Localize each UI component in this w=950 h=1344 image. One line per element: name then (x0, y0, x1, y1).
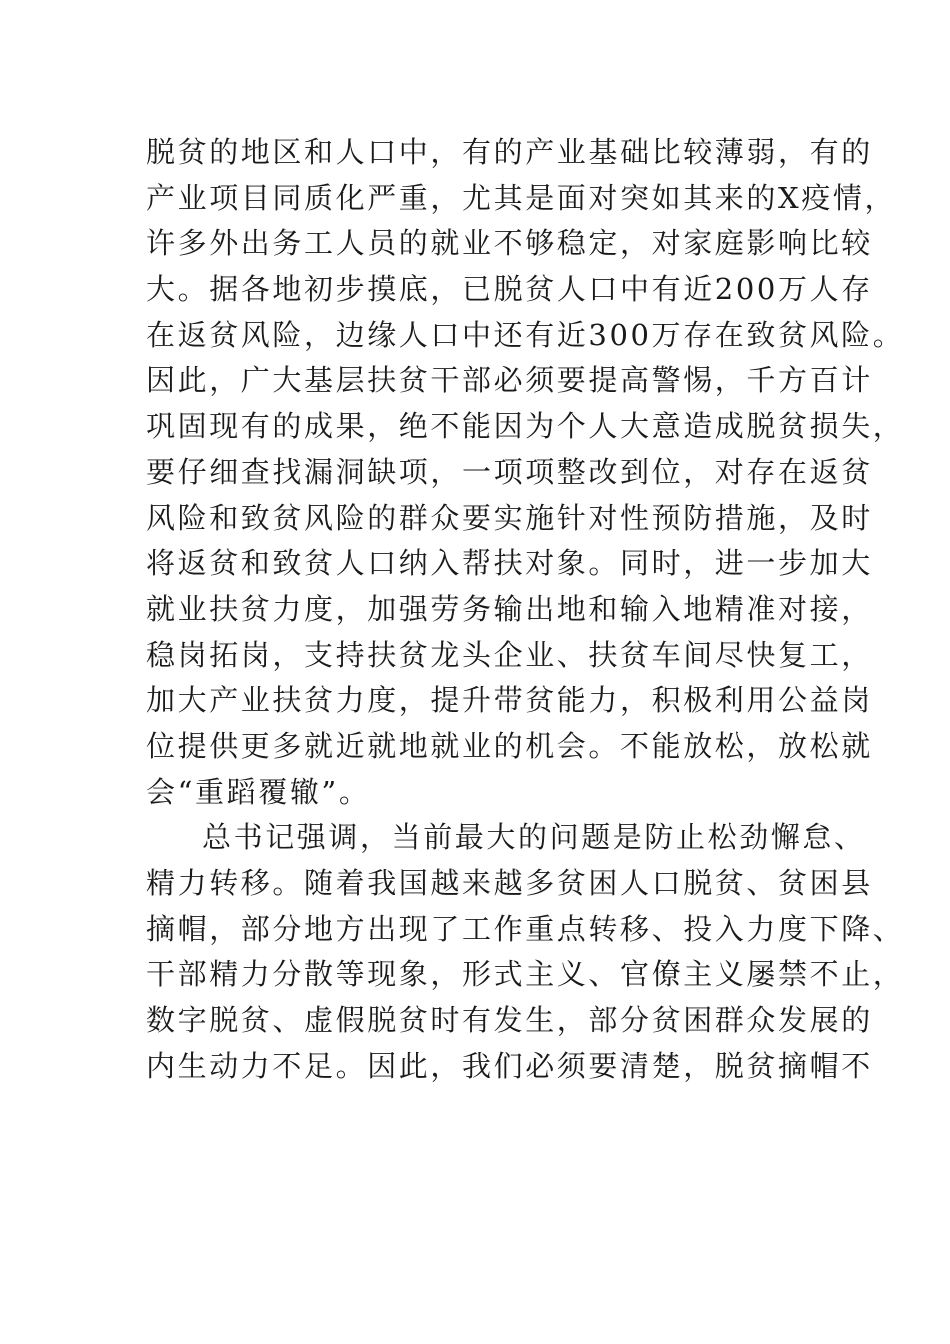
body-text (146, 130, 905, 1089)
text-line: 摘帽，部分地方出现了工作重点转移、投入力度下降、 (146, 911, 905, 946)
text-line: 位提供更多就近就地就业的机会。不能放松，放松就 (146, 728, 873, 763)
text-line: 要仔细查找漏洞缺项，一项项整改到位，对存在返贫 (146, 454, 873, 489)
text-line: 风险和致贫风险的群众要实施针对性预防措施，及时 (146, 500, 873, 535)
text-line-indented: 总书记强调，当前最大的问题是防止松劲懈怠、 (202, 820, 866, 855)
text-line: 内生动力不足。因此，我们必须要清楚，脱贫摘帽不 (146, 1048, 873, 1083)
text-line: 在返贫风险，边缘人口中还有近300万存在致贫风险。 (146, 317, 905, 352)
text-line: 脱贫的地区和人口中，有的产业基础比较薄弱，有的 (146, 135, 873, 169)
paragraph-2 (146, 815, 905, 1089)
text-line: 大。据各地初步摸底，已脱贫人口中有近200万人存 (146, 272, 873, 307)
text-line: 产业项目同质化严重，尤其是面对突如其来的X疫情， (146, 180, 897, 215)
paragraph-1 (146, 130, 905, 815)
text-line: 将返贫和致贫人口纳入帮扶对象。同时，进一步加大 (146, 546, 873, 581)
text-line: 会“重蹈覆辙”。 (146, 774, 371, 809)
text-line: 就业扶贫力度，加强劳务输出地和输入地精准对接， (146, 591, 873, 626)
text-line: 稳岗拓岗，支持扶贫龙头企业、扶贫车间尽快复工， (146, 637, 873, 672)
text-line: 加大产业扶贫力度，提升带贫能力，积极利用公益岗 (146, 683, 873, 718)
text-line: 巩固现有的成果，绝不能因为个人大意造成脱贫损失， (146, 409, 905, 444)
text-line: 因此，广大基层扶贫干部必须要提高警惕，千方百计 (146, 363, 873, 398)
text-line: 干部精力分散等现象，形式主义、官僚主义屡禁不止， (146, 957, 905, 992)
text-line: 许多外出务工人员的就业不够稳定，对家庭影响比较 (146, 226, 873, 261)
text-line: 精力转移。随着我国越来越多贫困人口脱贫、贫困县 (146, 866, 873, 900)
text-line: 数字脱贫、虚假脱贫时有发生，部分贫困群众发展的 (146, 1003, 873, 1038)
